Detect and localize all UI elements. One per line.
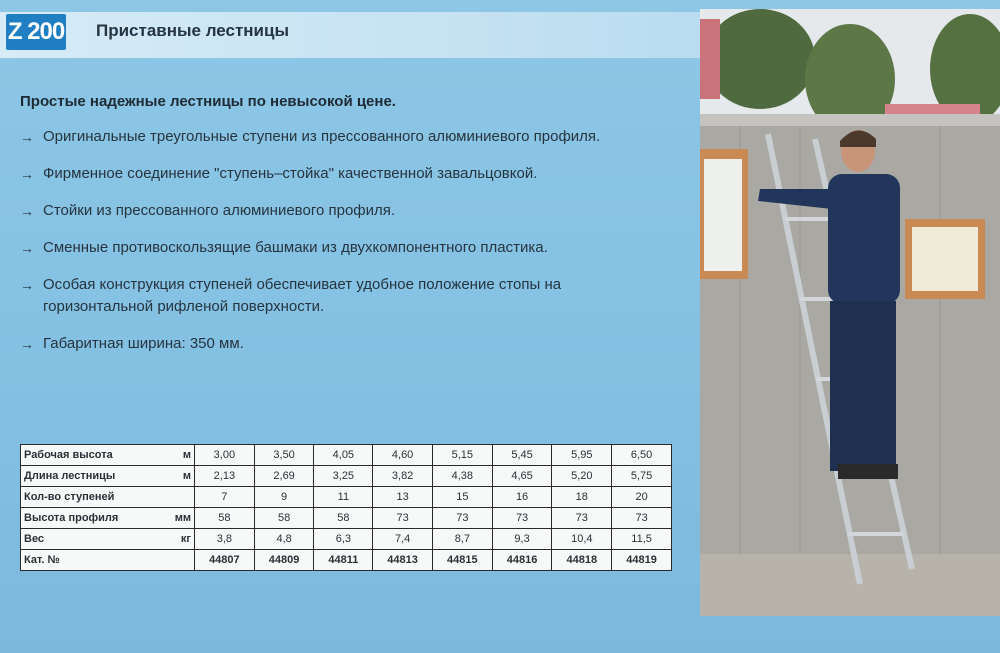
table-cell: 58 (314, 508, 373, 529)
arrow-right-icon: → (20, 240, 34, 256)
table-cell: 44819 (612, 550, 672, 571)
arrow-right-icon: → (20, 336, 34, 352)
feature-item (20, 200, 670, 222)
table-cell: 15 (432, 487, 492, 508)
arrow-right-icon: → (20, 166, 34, 182)
table-cell: 5,20 (552, 466, 612, 487)
table-cell: 9,3 (492, 529, 552, 550)
brick-pallet (700, 19, 720, 99)
tree (705, 9, 815, 109)
table-row (21, 487, 672, 508)
window-glass (912, 227, 978, 291)
row-label: Длина лестницы (21, 466, 163, 487)
table-cell: 5,45 (492, 445, 552, 466)
arrow-right-icon: → (20, 129, 34, 145)
table-cell: 2,69 (254, 466, 314, 487)
row-unit (162, 550, 195, 571)
table-cell: 73 (492, 508, 552, 529)
feature-text: Габаритная ширина: 350 мм. (43, 335, 244, 352)
table-cell: 9 (254, 487, 314, 508)
table-row (21, 508, 672, 529)
worker-boot (868, 464, 898, 479)
table-cell: 5,15 (432, 445, 492, 466)
wall-top (700, 114, 1000, 126)
row-label: Кат. № (21, 550, 163, 571)
table-cell: 6,50 (612, 445, 672, 466)
row-unit: м (162, 466, 195, 487)
table-cell: 44811 (314, 550, 373, 571)
table-cell: 11 (314, 487, 373, 508)
table-cell: 2,13 (195, 466, 255, 487)
row-label: Рабочая высота (21, 445, 163, 466)
table-row (21, 466, 672, 487)
table-cell: 73 (432, 508, 492, 529)
table-cell: 3,50 (254, 445, 314, 466)
worker-boot (838, 464, 868, 479)
row-unit: кг (162, 529, 195, 550)
table-cell: 73 (552, 508, 612, 529)
feature-text: Стойки из прессованного алюминиевого профиля. (43, 202, 396, 219)
table-cell: 4,65 (492, 466, 552, 487)
feature-item (20, 274, 670, 318)
row-unit: м (162, 445, 195, 466)
feature-list (20, 126, 670, 370)
table-cell: 18 (552, 487, 612, 508)
table-cell: 44815 (432, 550, 492, 571)
ground (700, 554, 1000, 616)
table-cell: 4,05 (314, 445, 373, 466)
table-row (21, 529, 672, 550)
table-cell: 8,7 (432, 529, 492, 550)
table-cell: 13 (373, 487, 433, 508)
row-label: Высота профиля (21, 508, 163, 529)
page-title: Приставные лестницы (96, 21, 289, 40)
table-row (21, 550, 672, 571)
table-cell: 3,8 (195, 529, 255, 550)
table-cell: 5,75 (612, 466, 672, 487)
photo-illustration (700, 9, 1000, 616)
table-cell: 73 (373, 508, 433, 529)
table-cell: 3,00 (195, 445, 255, 466)
table-cell: 4,60 (373, 445, 433, 466)
feature-item (20, 126, 670, 148)
feature-text: Оригинальные треугольные ступени из прессованного алюминиевого профиля. (43, 128, 601, 145)
table-cell: 5,95 (552, 445, 612, 466)
table-cell: 44813 (373, 550, 433, 571)
table-cell: 44807 (195, 550, 255, 571)
table-cell: 3,25 (314, 466, 373, 487)
row-unit: мм (162, 508, 195, 529)
subtitle: Простые надежные лестницы по невысокой цене. (20, 93, 396, 110)
table-cell: 16 (492, 487, 552, 508)
feature-text: Фирменное соединение "ступень–стойка" качественной завальцовкой. (43, 165, 538, 182)
table-cell: 10,4 (552, 529, 612, 550)
table-cell: 58 (254, 508, 314, 529)
arrow-right-icon: → (20, 203, 34, 219)
ladder-worker-photo (700, 9, 1000, 616)
table-cell: 4,8 (254, 529, 314, 550)
table-cell: 73 (612, 508, 672, 529)
feature-item (20, 163, 670, 185)
feature-item (20, 237, 670, 259)
table-cell: 20 (612, 487, 672, 508)
arrow-right-icon: → (20, 277, 34, 293)
feature-item (20, 333, 670, 355)
table-cell: 7 (195, 487, 255, 508)
feature-text: Сменные противоскользящие башмаки из двухкомпонентного пластика. (43, 239, 548, 256)
worker-trousers (830, 301, 896, 471)
table-cell: 58 (195, 508, 255, 529)
row-label: Вес (21, 529, 163, 550)
table-cell: 7,4 (373, 529, 433, 550)
table-cell: 11,5 (612, 529, 672, 550)
table-cell: 44818 (552, 550, 612, 571)
window-glass (704, 159, 742, 271)
table-cell: 4,38 (432, 466, 492, 487)
worker-jacket (828, 174, 900, 304)
feature-text: Особая конструкция ступеней обеспечивает удобное положение стопы на горизонтальной рифленой поверхности. (43, 276, 562, 315)
table-cell: 3,82 (373, 466, 433, 487)
table-row (21, 445, 672, 466)
row-unit (162, 487, 195, 508)
table-cell: 6,3 (314, 529, 373, 550)
table-cell: 44816 (492, 550, 552, 571)
specs-table (20, 444, 672, 571)
product-code-badge: Z 200 (6, 14, 66, 50)
table-cell: 44809 (254, 550, 314, 571)
row-label: Кол-во ступеней (21, 487, 163, 508)
